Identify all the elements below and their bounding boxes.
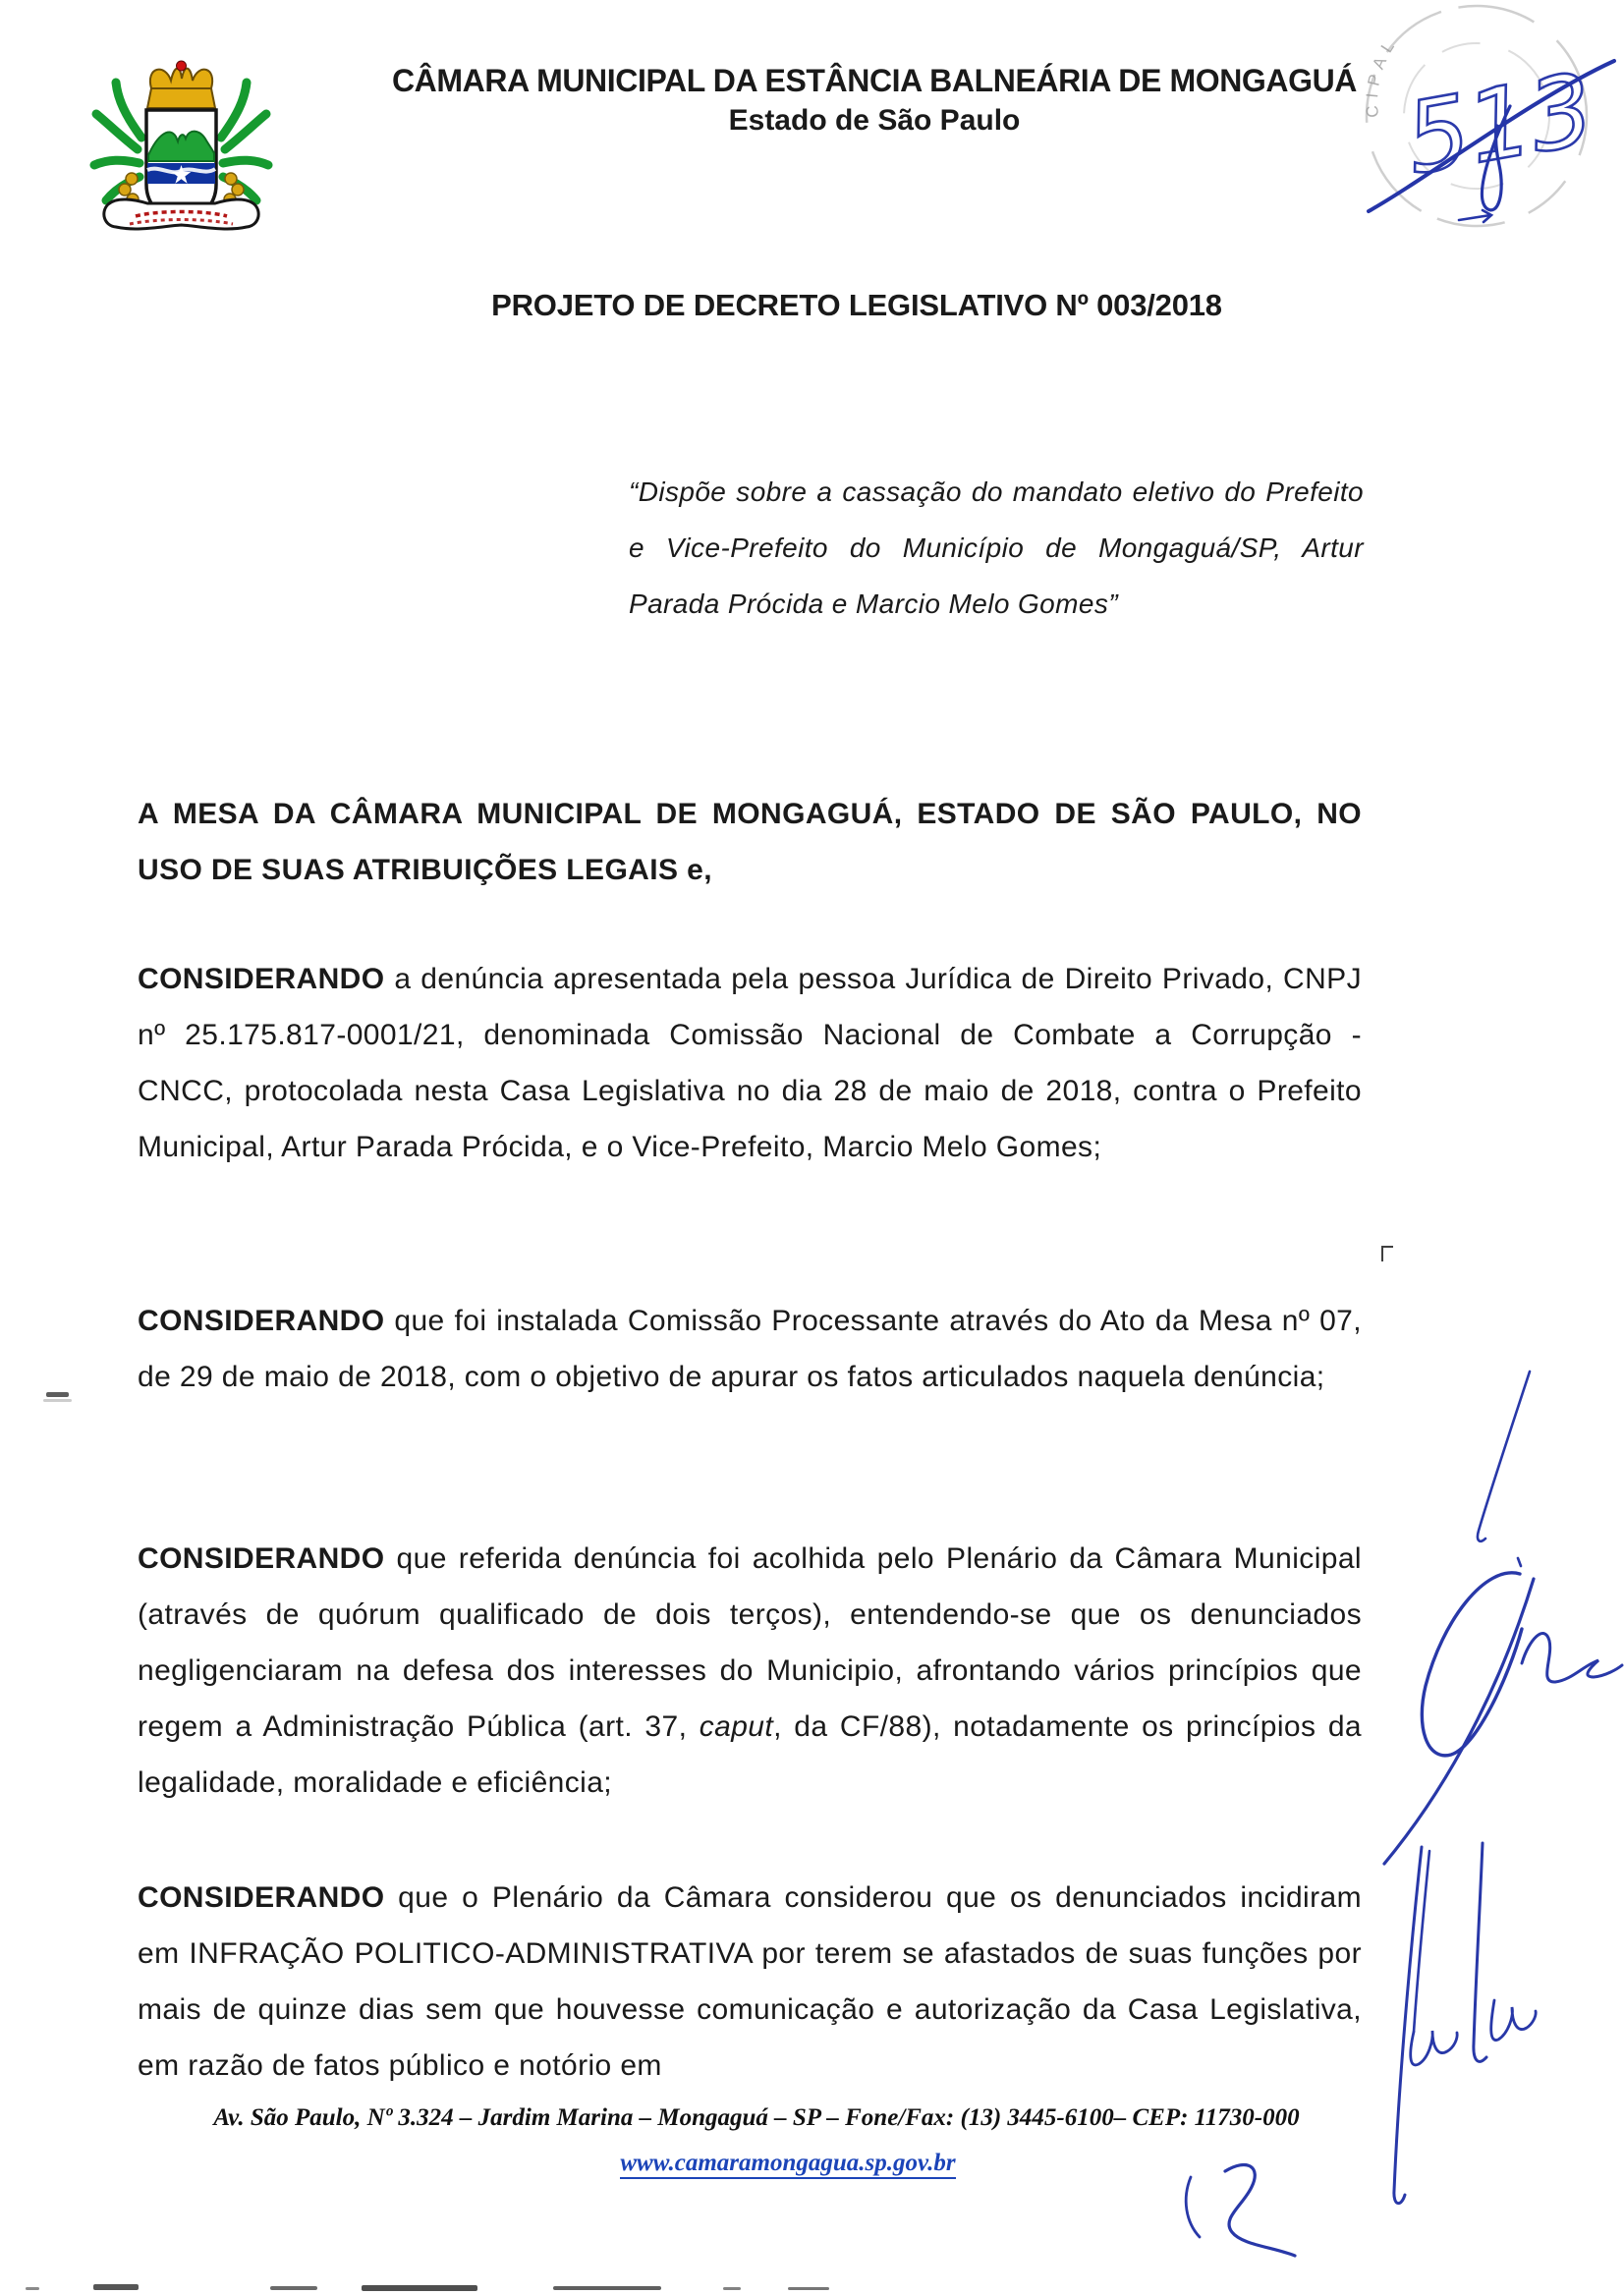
org-state-line: Estado de São Paulo	[728, 104, 1021, 137]
considerando-paragraph-4	[138, 1870, 1362, 2094]
paragraph-text: que o Plenário da Câmara considerou que os denunciados incidiram em INFRAÇÃO POLITICO-ADMINISTRATIVA por terem se afastados de suas funções por mais de quinze dias sem que houvesse comunicação e autorização da Casa Legislativa, em razão de fatos público e notório em	[138, 1881, 1362, 2082]
scan-artifact-edge-dash	[93, 2284, 139, 2290]
paragraph-text: , da CF/88), notadamente os princípios da legalidade, moralidade e eficiência;	[138, 1710, 1362, 1799]
coat-of-arms-icon	[81, 39, 282, 236]
footer-website-line	[0, 2150, 1576, 2177]
handwritten-stamp-ink	[1369, 51, 1614, 222]
scan-artifact-margin-dash-shadow	[43, 1399, 72, 1402]
preamble: A MESA DA CÂMARA MUNICIPAL DE MONGAGUÁ, ESTADO DE SÃO PAULO, NO USO DE SUAS ATRIBUIÇÕES LEGAIS e,	[138, 798, 1362, 886]
document-title: PROJETO DE DECRETO LEGISLATIVO Nº 003/2018	[491, 288, 1222, 322]
footer-address: Av. São Paulo, Nº 3.324 – Jardim Marina – Mongaguá – SP – Fone/Fax: (13) 3445-6100– CEP: 11730-000	[213, 2104, 1300, 2131]
scan-artifact-margin-dash	[46, 1392, 69, 1397]
considerando-lead: CONSIDERANDO	[138, 1542, 385, 1575]
paragraph-text: que foi instalada Comissão Processante através do Ato da Mesa nº 07, de 29 de maio de 2018, com o objetivo de apurar os fatos articulados naquela denúncia;	[138, 1305, 1362, 1393]
footer-website: www.camaramongagua.sp.gov.br	[620, 2150, 955, 2179]
latin-term: caput	[699, 1710, 774, 1743]
paragraph-text: que referida denúncia foi acolhida pelo Plenário da Câmara Municipal (através de quórum qualificado de dois terços), entendendo-se que os denunciados negligenciaram na defesa dos interesses do Municipio, afrontando vários princípios que regem a Administração Pública (art. 37,	[138, 1542, 1362, 1743]
considerando-lead: CONSIDERANDO	[138, 963, 385, 995]
svg-text:CIPAL	[1363, 32, 1402, 118]
org-name: CÂMARA MUNICIPAL DA ESTÂNCIA BALNEÁRIA DE MONGAGUÁ	[391, 63, 1358, 98]
scan-artifact-edge-dash	[26, 2287, 39, 2290]
considerando-lead: CONSIDERANDO	[138, 1881, 385, 1914]
scan-artifact-edge-dash	[553, 2286, 661, 2290]
scan-artifact-edge-dash	[270, 2286, 317, 2290]
considerando-lead: CONSIDERANDO	[138, 1305, 385, 1337]
protocol-stamp	[1361, 0, 1624, 251]
considerando-paragraph-3	[138, 1531, 1362, 1811]
handwritten-number: 513	[1397, 51, 1602, 197]
paragraph-text: a denúncia apresentada pela pessoa Jurídica de Direito Privado, CNPJ nº 25.175.817-0001/21, denominada Comissão Nacional de Combate a Corrupção - CNCC, protocolada nesta Casa Legislativa no dia 28 de maio de 2018, contra o Prefeito Municipal, Artur Parada Prócida, e o Vice-Prefeito, Marcio Melo Gomes;	[138, 963, 1362, 1163]
stamp-arc-text: CIPAL	[1362, 31, 1402, 119]
scan-artifact-edge-dash	[362, 2285, 477, 2291]
letterhead	[295, 63, 1454, 138]
scan-artifact-edge-dash	[723, 2287, 741, 2290]
scan-artifact-edge-dash	[788, 2287, 829, 2290]
scan-artifact-corner-mark	[1381, 1246, 1393, 1261]
considerando-paragraph-1	[138, 951, 1362, 1175]
epigraph: “Dispõe sobre a cassação do mandato eletivo do Prefeito e Vice-Prefeito do Município de Mongaguá/SP, Artur Parada Prócida e Marcio Melo Gomes”	[629, 476, 1364, 619]
considerando-paragraph-2	[138, 1293, 1362, 1405]
